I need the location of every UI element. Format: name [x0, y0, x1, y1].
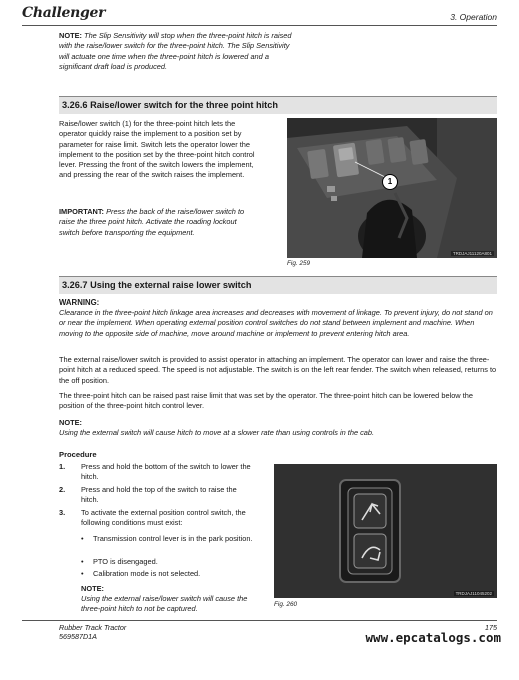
note-slip-sensitivity — [59, 31, 299, 72]
footer-model: Rubber Track Tractor — [59, 623, 127, 632]
step-number: 3. — [59, 508, 66, 517]
figure-259-id: TRDJAJ11120A801 — [452, 251, 492, 256]
section-heading-3-26-7: 3.26.7 Using the external raise lower switch — [59, 276, 497, 294]
page-number: 175 — [485, 623, 497, 632]
warning-text: Clearance in the three-point hitch linkage area increases and decreases with movement of linkage. To prevent injury, do not stand on or near the implement. When operating external position control switches do not stand between implement and machine. When moving to the opposite side of machine, move around machine or implement to prevent entering hitch area. — [59, 308, 493, 338]
procedure-heading: Procedure — [59, 450, 97, 459]
step-number: 1. — [59, 462, 66, 471]
step-text: Press and hold the top of the switch to raise the hitch. — [81, 485, 237, 505]
footer-divider — [22, 620, 497, 621]
footer-part-number: 569587D1A — [59, 632, 97, 641]
chapter-title: 3. Operation — [450, 12, 497, 22]
note-text: Using the external switch will cause hitch to move at a slower rate than using controls in the cab. — [59, 428, 375, 437]
raise-lower-switch-description: Raise/lower switch (1) for the three-point hitch lets the operator quickly raise the implement to a position set by parameter for raise limit. Switch lets the operator lower the implement to the position set by the three-point hitch control lever. Pressing the front of the switch lowers the implement, and pressing the rear of the switch raises the implement. — [59, 119, 255, 180]
bullet-icon: • — [81, 557, 84, 566]
note-text: The Slip Sensitivity will stop when the three-point hitch is raised with the raise/lower switch for the three-point hitch. The Slip Sensitivity will actuate one time when the three-point hitch is lowered and a significant draft load is produced. — [59, 31, 292, 71]
important-label: IMPORTANT: — [59, 207, 105, 216]
bullet-text: PTO is disengaged. — [93, 557, 158, 566]
step-note-text: Using the external raise/lower switch will cause the three-point hitch to not be captured. — [81, 594, 248, 614]
watermark-url: www.epcatalogs.com — [365, 630, 501, 645]
bullet-icon: • — [81, 534, 84, 543]
callout-1: 1 — [382, 174, 398, 190]
section-heading-3-26-6: 3.26.6 Raise/lower switch for the three point hitch — [59, 96, 497, 114]
step-text: Press and hold the bottom of the switch to lower the hitch. — [81, 462, 251, 482]
step-number: 2. — [59, 485, 66, 494]
figure-260-caption: Fig. 260 — [274, 601, 298, 608]
important-note — [59, 207, 259, 238]
raise-limit-description: The three-point hitch can be raised past raise limit that was set by the operator. The three-point hitch can be lowered below the position of the three-point hitch control lever. — [59, 391, 473, 411]
bullet-text: Transmission control lever is in the park position. — [93, 534, 253, 543]
figure-259-cab-console-photo — [287, 118, 497, 258]
header-divider — [22, 25, 497, 26]
step-note-label: NOTE: — [81, 584, 104, 593]
bullet-text: Calibration mode is not selected. — [93, 569, 201, 578]
important-text: Press the back of the raise/lower switch to raise the three point hitch. Activate the roading lockout switch before transporting the equipment. — [59, 207, 245, 237]
figure-260-external-switch-photo — [274, 464, 497, 598]
challenger-logo: Challenger — [22, 5, 106, 21]
note-label: NOTE: — [59, 31, 82, 40]
figure-259-caption: Fig. 259 — [287, 260, 311, 267]
step-text: To activate the external position control switch, the following conditions must exist: — [81, 508, 246, 528]
warning-label: WARNING: — [59, 298, 100, 307]
external-switch-description: The external raise/lower switch is provided to assist operator in attaching an implement. The operator can lower and raise the three-point hitch at a reduced speed. The speed is not adjustable. The switch is on the left rear fender. The switch when released, returns to the off position. — [59, 355, 497, 385]
bullet-icon: • — [81, 569, 84, 578]
figure-260-id: TRDJAJ11045202 — [455, 591, 492, 596]
note-label: NOTE: — [59, 418, 82, 427]
external-switch-illustration — [274, 464, 497, 598]
